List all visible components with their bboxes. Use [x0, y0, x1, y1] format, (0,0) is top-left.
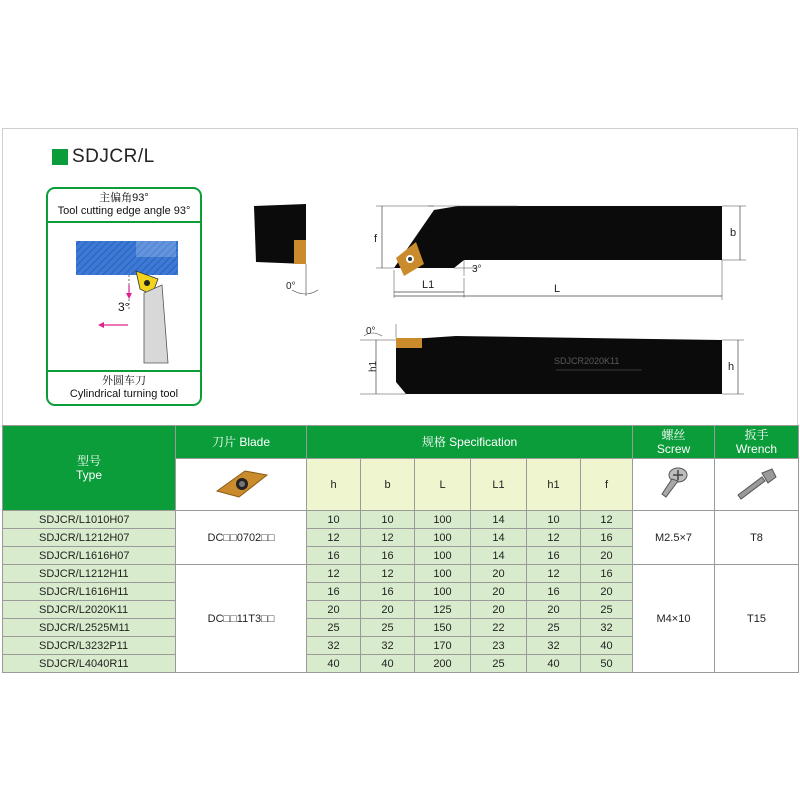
spec-value: 25 [581, 601, 633, 619]
spec-value: 32 [361, 637, 415, 655]
type-code: SDJCR/L1010H07 [3, 511, 176, 529]
screw-spec: M2.5×7 [633, 511, 715, 565]
spec-value: 150 [415, 619, 471, 637]
header-wrench: 扳手 Wrench [715, 426, 799, 459]
spec-value: 10 [361, 511, 415, 529]
spec-table [2, 425, 799, 673]
end-view-insert [294, 240, 306, 264]
type-code: SDJCR/L1616H07 [3, 547, 176, 565]
spec-value: 14 [471, 511, 527, 529]
type-code: SDJCR/L3232P11 [3, 637, 176, 655]
spec-value: 12 [581, 511, 633, 529]
spec-value: 100 [415, 583, 471, 601]
end-view-angle: 0° [286, 281, 296, 292]
col-b: b [361, 459, 415, 511]
table-row [3, 511, 799, 529]
turning-tool-en: Cylindrical turning tool [69, 388, 179, 400]
type-code: SDJCR/L4040R11 [3, 655, 176, 673]
type-code: SDJCR/L2020K11 [3, 601, 176, 619]
spec-value: 22 [471, 619, 527, 637]
spec-value: 20 [527, 601, 581, 619]
turning-tool-cn: 外圆车刀 [102, 375, 146, 387]
spec-value: 12 [307, 565, 361, 583]
illustration-box [46, 187, 202, 406]
spec-value: 16 [581, 529, 633, 547]
spec-value: 10 [307, 511, 361, 529]
blade-image-cell [176, 459, 307, 511]
col-f: f [581, 459, 633, 511]
spec-value: 100 [415, 565, 471, 583]
spec-value: 20 [471, 565, 527, 583]
spec-value: 12 [361, 565, 415, 583]
spec-value: 25 [527, 619, 581, 637]
top-view-body [394, 206, 722, 268]
table-row [3, 565, 799, 583]
illustration-header [48, 189, 200, 223]
spec-value: 100 [415, 547, 471, 565]
label-b: b [730, 227, 737, 239]
spec-value: 10 [527, 511, 581, 529]
spec-value: 32 [527, 637, 581, 655]
screw-image-cell [633, 459, 715, 511]
spec-value: 14 [471, 529, 527, 547]
wrench-icon [732, 463, 782, 503]
spec-value: 40 [581, 637, 633, 655]
spec-value: 16 [307, 547, 361, 565]
spec-value: 200 [415, 655, 471, 673]
side-view-drawing [352, 322, 748, 400]
label-h1: h1 [368, 360, 379, 372]
spec-value: 40 [527, 655, 581, 673]
title-block [52, 146, 155, 168]
spec-value: 50 [581, 655, 633, 673]
wrench-image-cell [715, 459, 799, 511]
label-f: f [374, 233, 378, 245]
spec-value: 23 [471, 637, 527, 655]
spec-value: 25 [361, 619, 415, 637]
spec-value: 14 [471, 547, 527, 565]
blade-code: DC□□11T3□□ [176, 565, 307, 673]
spec-value: 100 [415, 511, 471, 529]
title-marker [52, 149, 68, 165]
screw-spec: M4×10 [633, 565, 715, 673]
type-code: SDJCR/L1212H11 [3, 565, 176, 583]
wrench-spec: T8 [715, 511, 799, 565]
blade-insert-icon [211, 463, 271, 503]
header-screw: 螺丝 Screw [633, 426, 715, 459]
spec-value: 16 [361, 583, 415, 601]
col-L: L [415, 459, 471, 511]
spec-value: 16 [581, 565, 633, 583]
top-view-drawing [368, 196, 748, 306]
spec-value: 12 [361, 529, 415, 547]
tool-shank [144, 285, 168, 363]
side-view-insert [396, 338, 422, 348]
cutting-angle-en: Tool cutting edge angle 93° [57, 205, 191, 217]
header-type: 型号 Type [3, 426, 176, 511]
spec-value: 12 [527, 565, 581, 583]
spec-value: 12 [527, 529, 581, 547]
screw-icon [654, 463, 694, 503]
spec-value: 170 [415, 637, 471, 655]
label-L1: L1 [422, 279, 435, 291]
col-h: h [307, 459, 361, 511]
engraving-text: SDJCR2020K11 [554, 356, 620, 366]
label-h: h [728, 361, 735, 373]
spec-value: 32 [581, 619, 633, 637]
col-L1: L1 [471, 459, 527, 511]
spec-value: 100 [415, 529, 471, 547]
page-title: SDJCR/L [72, 146, 155, 167]
spec-value: 12 [307, 529, 361, 547]
spec-value: 16 [527, 583, 581, 601]
top-view-angle: 3° [472, 264, 482, 275]
spec-value: 125 [415, 601, 471, 619]
spec-value: 16 [361, 547, 415, 565]
illustration-footer [48, 370, 200, 404]
col-h1: h1 [527, 459, 581, 511]
type-code: SDJCR/L2525M11 [3, 619, 176, 637]
spec-value: 20 [307, 601, 361, 619]
cutting-angle-cn: 主偏角93° [99, 192, 149, 204]
spec-value: 20 [581, 583, 633, 601]
spec-value: 40 [361, 655, 415, 673]
end-view-drawing [248, 198, 328, 303]
spec-value: 20 [471, 601, 527, 619]
spec-value: 25 [471, 655, 527, 673]
turning-diagram [48, 223, 200, 372]
wrench-spec: T15 [715, 565, 799, 673]
spec-value: 16 [527, 547, 581, 565]
blade-code: DC□□0702□□ [176, 511, 307, 565]
illustration-angle: 3° [118, 300, 130, 314]
spec-value: 20 [361, 601, 415, 619]
side-view-angle: 0° [366, 326, 376, 337]
header-spec: 规格 Specification [307, 426, 633, 459]
spec-value: 16 [307, 583, 361, 601]
type-code: SDJCR/L1616H11 [3, 583, 176, 601]
spec-value: 25 [307, 619, 361, 637]
spec-value: 40 [307, 655, 361, 673]
type-code: SDJCR/L1212H07 [3, 529, 176, 547]
spec-value: 20 [471, 583, 527, 601]
header-blade: 刀片 Blade [176, 426, 307, 459]
label-L: L [554, 283, 561, 295]
spec-value: 32 [307, 637, 361, 655]
spec-value: 20 [581, 547, 633, 565]
